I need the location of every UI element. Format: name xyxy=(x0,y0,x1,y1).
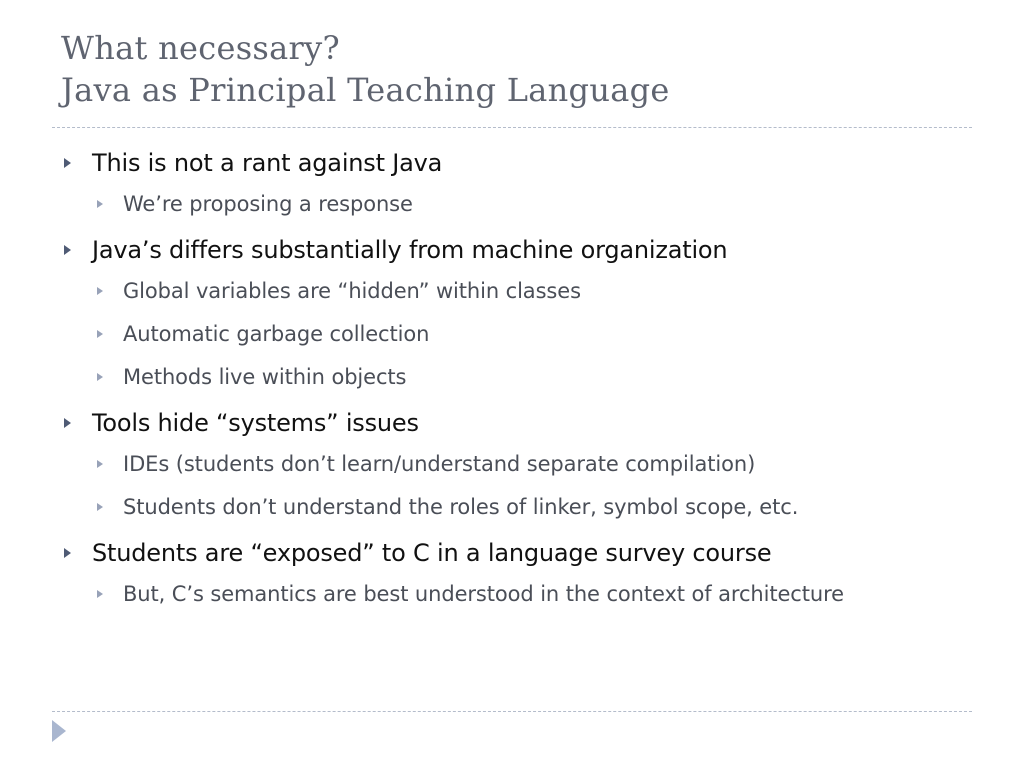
bullet-text: Tools hide “systems” issues xyxy=(92,409,419,437)
bullet-item xyxy=(60,143,1000,183)
bullet-list xyxy=(60,143,1000,616)
sub-bullet-text: But, C’s semantics are best understood in the context of architecture xyxy=(123,582,844,606)
bullet-text: Students are “exposed” to C in a language survey course xyxy=(92,539,772,567)
sub-bullet-item xyxy=(60,486,1000,529)
triangle-right-icon xyxy=(64,548,71,558)
triangle-right-icon xyxy=(97,330,103,338)
triangle-right-icon xyxy=(97,200,103,208)
slide-title xyxy=(61,27,1001,111)
bullet-item xyxy=(60,403,1000,443)
title-divider xyxy=(52,127,972,128)
triangle-right-icon xyxy=(97,373,103,381)
triangle-right-icon xyxy=(64,418,71,428)
slide-title-line-2: Java as Principal Teaching Language xyxy=(61,71,670,109)
sub-bullet-text: Automatic garbage collection xyxy=(123,322,430,346)
triangle-right-icon xyxy=(64,245,71,255)
sub-bullet-item xyxy=(60,183,1000,226)
sub-bullet-item xyxy=(60,270,1000,313)
sub-bullet-item xyxy=(60,313,1000,356)
sub-bullet-text: IDEs (students don’t learn/understand separate compilation) xyxy=(123,452,756,476)
sub-bullet-item xyxy=(60,573,1000,616)
triangle-right-icon xyxy=(64,158,71,168)
sub-bullet-item xyxy=(60,356,1000,399)
bullet-text: This is not a rant against Java xyxy=(92,149,443,177)
bullet-text: Java’s differs substantially from machine organization xyxy=(92,236,728,264)
triangle-right-icon xyxy=(97,590,103,598)
triangle-right-icon xyxy=(97,503,103,511)
sub-bullet-text: Students don’t understand the roles of linker, symbol scope, etc. xyxy=(123,495,799,519)
triangle-right-icon xyxy=(97,287,103,295)
bullet-item xyxy=(60,230,1000,270)
footer-divider xyxy=(52,711,972,712)
play-arrow-icon[interactable] xyxy=(52,720,66,742)
sub-bullet-text: Methods live within objects xyxy=(123,365,407,389)
triangle-right-icon xyxy=(97,460,103,468)
slide-title-line-1: What necessary? xyxy=(61,29,340,67)
sub-bullet-text: Global variables are “hidden” within classes xyxy=(123,279,581,303)
sub-bullet-item xyxy=(60,443,1000,486)
sub-bullet-text: We’re proposing a response xyxy=(123,192,413,216)
bullet-item xyxy=(60,533,1000,573)
